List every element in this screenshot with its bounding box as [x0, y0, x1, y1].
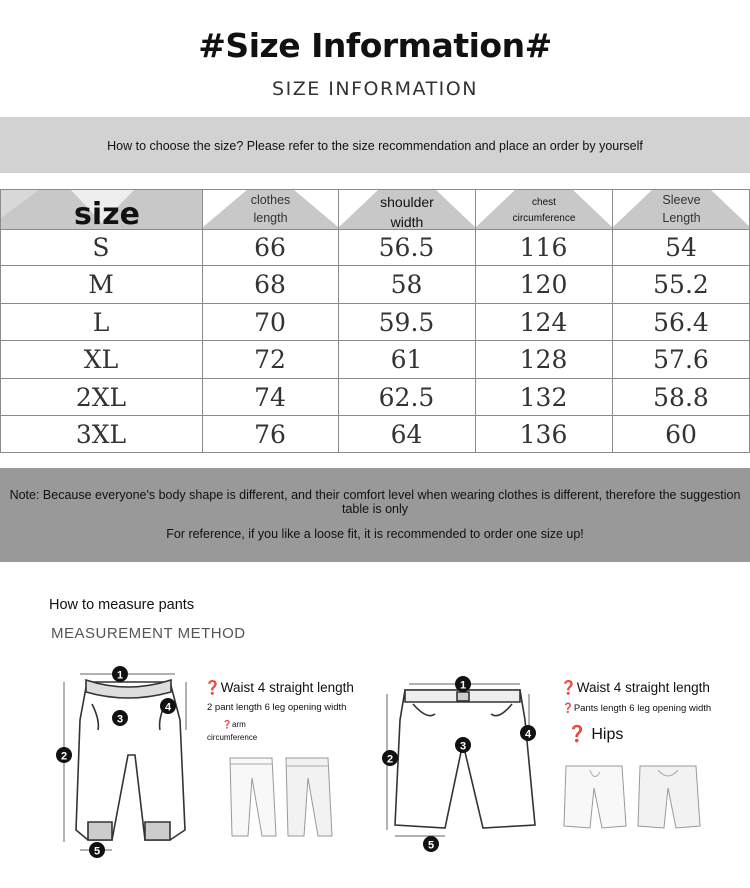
- shorts-front-thumbnail-icon: [560, 760, 630, 835]
- cell-shoulder-width: 58: [390, 270, 423, 299]
- cell-shoulder-width: 62.5: [378, 383, 435, 412]
- right-spec-line-1: ❓Waist 4 straight length: [560, 680, 710, 695]
- measure-method-heading: MEASUREMENT METHOD: [51, 625, 246, 642]
- left-spec-line-1: ❓Waist 4 straight length: [204, 680, 354, 695]
- header-label-sleeve: Sleeve Length: [662, 193, 701, 226]
- svg-text:4: 4: [524, 728, 532, 741]
- size-table: [0, 189, 750, 453]
- header-label-size: size: [74, 197, 140, 229]
- cell-chest: 136: [519, 420, 568, 449]
- cell-sleeve-length: 60: [665, 420, 697, 449]
- svg-text:1: 1: [116, 669, 124, 682]
- shorts-marker-4: [520, 725, 536, 741]
- cell-sleeve-length: 58.8: [653, 383, 709, 412]
- note-line-1: Note: Because everyone's body shape is different, and their comfort level when wearing clothes is different, therefore the suggestion table is only: [9, 488, 741, 516]
- cell-clothes-length: 70: [254, 308, 286, 337]
- right-spec-line-3: ❓ Hips: [567, 726, 624, 743]
- measure-marker-2: [56, 747, 72, 763]
- cell-clothes-length: 76: [254, 420, 286, 449]
- cell-size: 3XL: [75, 420, 127, 449]
- cell-chest: 128: [519, 345, 568, 374]
- shorts-back-thumbnail-icon: [634, 760, 704, 835]
- cell-size: S: [92, 233, 110, 262]
- page-subtitle: SIZE INFORMATION: [272, 78, 478, 100]
- header-label-chest: chest circumference: [512, 197, 576, 224]
- cell-sleeve-length: 57.6: [653, 345, 709, 374]
- cell-size: 2XL: [75, 383, 127, 412]
- measure-title: How to measure pants: [49, 597, 195, 613]
- measure-marker-3: [112, 710, 128, 726]
- header-cell-sleeve-length: [613, 189, 750, 229]
- shorts-diagram-icon: [375, 670, 545, 850]
- long-pants-front-thumbnail-icon: [222, 752, 282, 842]
- svg-text:1: 1: [459, 679, 467, 692]
- cell-shoulder-width: 59.5: [378, 308, 435, 337]
- cell-clothes-length: 74: [254, 383, 286, 412]
- cell-sleeve-length: 56.4: [653, 308, 709, 337]
- header-cell-clothes-length: [203, 189, 338, 229]
- cell-size: M: [88, 270, 114, 299]
- cell-chest: 132: [519, 383, 568, 412]
- cell-shoulder-width: 56.5: [378, 233, 435, 262]
- cell-chest: 120: [519, 270, 568, 299]
- cell-shoulder-width: 64: [390, 420, 423, 449]
- cell-sleeve-length: 54: [665, 233, 697, 262]
- svg-text:2: 2: [386, 753, 394, 766]
- right-spec-line-2: ❓Pants length 6 leg opening width: [562, 703, 712, 714]
- cell-clothes-length: 66: [254, 233, 286, 262]
- left-spec-line-4: circumference: [207, 733, 258, 742]
- svg-text:5: 5: [93, 845, 101, 858]
- howto-text: How to choose the size? Please refer to the size recommendation and place an order by yourself: [107, 139, 643, 153]
- shorts-marker-1: [455, 676, 471, 692]
- cell-size: XL: [83, 345, 119, 374]
- shorts-marker-2: [382, 750, 398, 766]
- cell-chest: 116: [519, 233, 568, 262]
- shorts-marker-3: [455, 737, 471, 753]
- measure-marker-1: [112, 666, 128, 682]
- page-title: #Size Information#: [198, 26, 552, 65]
- svg-text:3: 3: [116, 713, 124, 726]
- header-label-clothes: clothes length: [250, 193, 291, 226]
- header-cell-size: [0, 189, 202, 229]
- header-cell-shoulder-width: [339, 189, 475, 229]
- cell-shoulder-width: 61: [390, 345, 423, 374]
- svg-text:2: 2: [60, 750, 68, 763]
- cell-clothes-length: 72: [254, 345, 286, 374]
- left-spec-line-3: ❓arm: [222, 720, 246, 729]
- header-cell-chest-circumference: [476, 189, 612, 229]
- note-line-2: For reference, if you like a loose fit, it is recommended to order one size up!: [166, 527, 584, 541]
- svg-text:4: 4: [164, 701, 172, 714]
- svg-text:3: 3: [459, 740, 467, 753]
- cell-size: L: [92, 308, 110, 337]
- shorts-marker-5: [423, 836, 439, 852]
- cell-sleeve-length: 55.2: [653, 270, 709, 299]
- svg-text:5: 5: [427, 839, 435, 852]
- header-label-shoulder: shoulder width: [380, 194, 434, 229]
- cell-clothes-length: 68: [254, 270, 286, 299]
- measure-marker-5: [89, 842, 105, 858]
- long-pants-diagram-icon: [40, 660, 200, 860]
- left-spec-line-2: 2 pant length 6 leg opening width: [207, 702, 347, 713]
- measure-marker-4: [160, 698, 176, 714]
- cell-chest: 124: [519, 308, 568, 337]
- long-pants-back-thumbnail-icon: [278, 752, 338, 842]
